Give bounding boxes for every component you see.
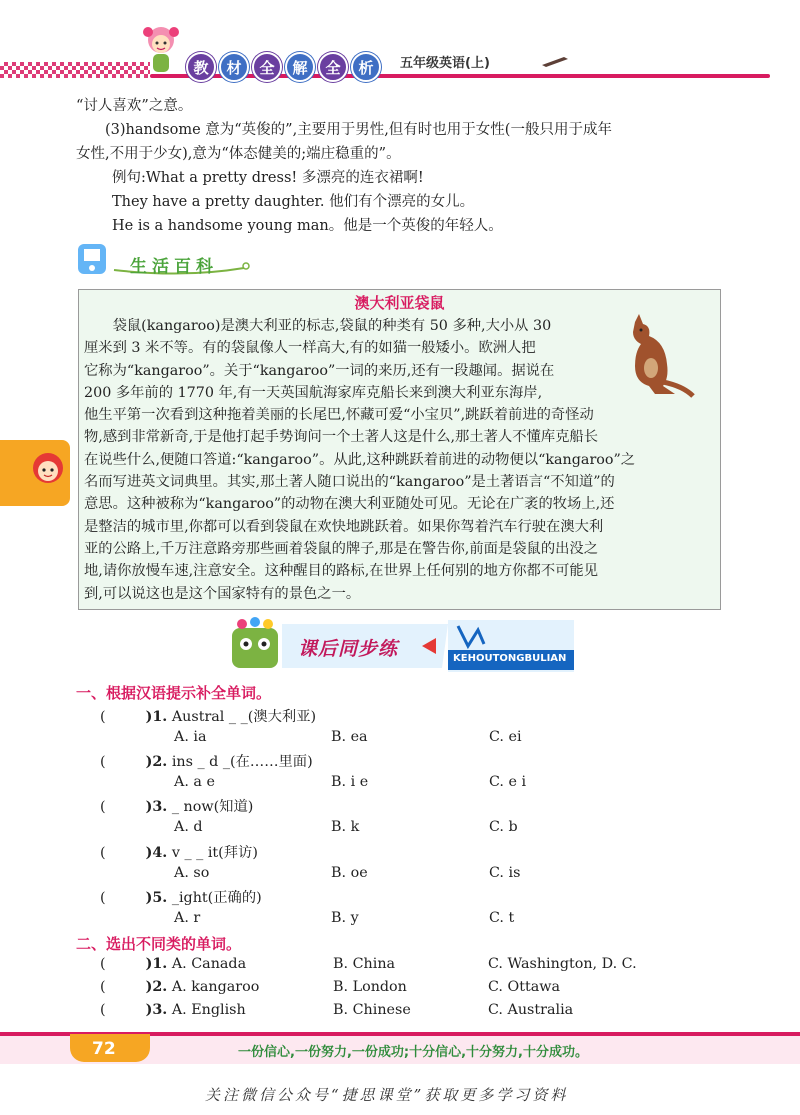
- question-stem: Austral _ _(澳大利亚): [171, 709, 317, 725]
- footer-slogan: 一份信心,一份努力,一份成功;十分信心,十分努力,十分成功。: [238, 1045, 588, 1060]
- option: C. b: [489, 819, 518, 835]
- option: B. oe: [331, 865, 368, 881]
- option: C. ei: [489, 729, 522, 745]
- question-stem: v _ _ it(拜访): [171, 845, 258, 861]
- example-line: 例句:What a pretty dress! 多漂亮的连衣裙啊!: [112, 170, 424, 186]
- option: B. i e: [331, 774, 369, 790]
- top-text: [76, 94, 726, 238]
- option: A. r: [174, 910, 201, 926]
- option: C. Ottawa: [488, 979, 561, 995]
- box-line: 物,感到非常新奇,于是他打起手势询问一个土著人这是什么,那土著人不懂库克船长: [84, 429, 599, 446]
- option: A. d: [174, 819, 203, 835]
- box-line: 他生平第一次看到这种拖着美丽的长尾巴,怀藏可爱“小宝贝”,跳跃着前进的奇怪动: [84, 407, 594, 424]
- question-row: ( )5. _ight(正确的): [100, 890, 262, 906]
- header-decor: [0, 62, 150, 78]
- question-row: ( )1. A. Canada: [100, 956, 247, 972]
- section1-heading: 一、根据汉语提示补全单词。: [76, 684, 272, 702]
- title-char: 全: [318, 52, 348, 82]
- question-number: )2.: [145, 754, 168, 770]
- option: A. a e: [174, 774, 215, 790]
- option: B. y: [331, 910, 359, 926]
- option: C. e i: [489, 774, 527, 790]
- text-line: 女性,不用于少女),意为“体态健美的;端庄稳重的”。: [76, 146, 401, 162]
- option: B. London: [333, 979, 407, 995]
- life-label: 生活百科: [130, 257, 218, 277]
- question-row: ( )1. Austral _ _(澳大利亚): [100, 709, 317, 725]
- mascot-face-icon: [30, 448, 66, 488]
- question-stem: _ now(知道): [171, 799, 254, 815]
- title-char: 教: [186, 52, 216, 82]
- option: B. ea: [331, 729, 368, 745]
- option: A. English: [171, 1002, 246, 1018]
- question-row: ( )3. A. English: [100, 1002, 246, 1018]
- page-number: 72: [92, 1039, 116, 1059]
- question-number: )1.: [145, 709, 168, 725]
- box-line: 意思。这种被称为“kangaroo”的动物在澳大利亚随处可见。无论在广袤的牧场上,还: [84, 496, 615, 513]
- question-row: ( )3. _ now(知道): [100, 799, 254, 815]
- practice-title: 课后同步练: [298, 638, 399, 660]
- question-row: ( )4. v _ _ it(拜访): [100, 845, 258, 861]
- text-line: (3)handsome 意为“英俊的”,主要用于男性,但有时也用于女性(一般只用于成年: [105, 122, 612, 138]
- box-line: 在说些什么,便随口答道:“kangaroo”。从此,这种跳跃着前进的动物便以“kangaroo”之: [84, 451, 636, 468]
- option: B. China: [333, 956, 396, 972]
- book-title: [186, 52, 381, 82]
- box-line: 到,可以说这也是这个国家特有的景色之一。: [84, 585, 361, 602]
- question-stem: _ight(正确的): [171, 890, 262, 906]
- option: A. kangaroo: [171, 979, 260, 995]
- title-char: 全: [252, 52, 282, 82]
- box-line: 200 多年前的 1770 年,有一天英国航海家库克船长来到澳大利亚东海岸,: [84, 384, 543, 401]
- info-box-text: [84, 315, 714, 605]
- mascot-girl-icon: [138, 22, 184, 78]
- box-line: 名而写进英文词典里。其实,那土著人随口说出的“kangaroo”是土著语言“不知道”的: [84, 474, 615, 491]
- option: C. Washington, D. C.: [488, 956, 637, 972]
- example-line: He is a handsome young man。他是一个英俊的年轻人。: [112, 218, 503, 234]
- question-number: )5.: [145, 890, 168, 906]
- question-row: ( )2. A. kangaroo: [100, 979, 260, 995]
- book-subtitle: 五年级英语(上): [400, 56, 490, 71]
- option: A. so: [174, 865, 210, 881]
- box-line: 是整洁的城市里,你都可以看到袋鼠在欢快地跳跃着。如果你驾着汽车行驶在澳大利: [84, 518, 604, 535]
- option: C. t: [489, 910, 515, 926]
- option: A. ia: [174, 729, 207, 745]
- box-line: 亚的公路上,千万注意路旁那些画着袋鼠的牌子,那是在警告你,前面是袋鼠的出没之: [84, 540, 599, 557]
- option: C. Australia: [488, 1002, 574, 1018]
- box-line: 袋鼠(kangaroo)是澳大利亚的标志,袋鼠的种类有 50 多种,大小从 30: [112, 318, 552, 334]
- option: A. Canada: [171, 956, 247, 972]
- pen-icon: [540, 55, 570, 67]
- info-box-title: 澳大利亚袋鼠: [354, 294, 445, 312]
- question-number: )1.: [145, 956, 168, 972]
- question-number: )3.: [145, 799, 168, 815]
- question-number: )4.: [145, 845, 168, 861]
- question-number: )3.: [145, 1002, 168, 1018]
- box-line: 它称为“kangaroo”。关于“kangaroo”一词的来历,还有一段趣闻。据说在: [84, 362, 555, 379]
- option: B. k: [331, 819, 360, 835]
- option: C. is: [489, 865, 521, 881]
- example-line: They have a pretty daughter. 他们有个漂亮的女儿。: [112, 194, 475, 210]
- question-stem: ins _ d _(在……里面): [171, 754, 313, 770]
- box-line: 地,请你放慢车速,注意安全。这种醒目的路标,在世界上任何别的地方你都不可能见: [84, 563, 599, 580]
- question-number: )2.: [145, 979, 168, 995]
- title-char: 解: [285, 52, 315, 82]
- question-row: ( )2. ins _ d _(在……里面): [100, 754, 313, 770]
- text-line: “讨人喜欢”之意。: [76, 98, 193, 114]
- section2-heading: 二、选出不同类的单词。: [76, 935, 242, 953]
- title-char: 析: [351, 52, 381, 82]
- option: B. Chinese: [333, 1002, 411, 1018]
- title-char: 材: [219, 52, 249, 82]
- practice-pinyin: KEHOUTONGBULIAN: [453, 653, 567, 664]
- box-line: 厘米到 3 米不等。有的袋鼠像人一样高大,有的如猫一般矮小。欧洲人把: [84, 340, 536, 357]
- watermark-text: 关注微信公众号“捷思课堂”获取更多学习资料: [205, 1086, 569, 1104]
